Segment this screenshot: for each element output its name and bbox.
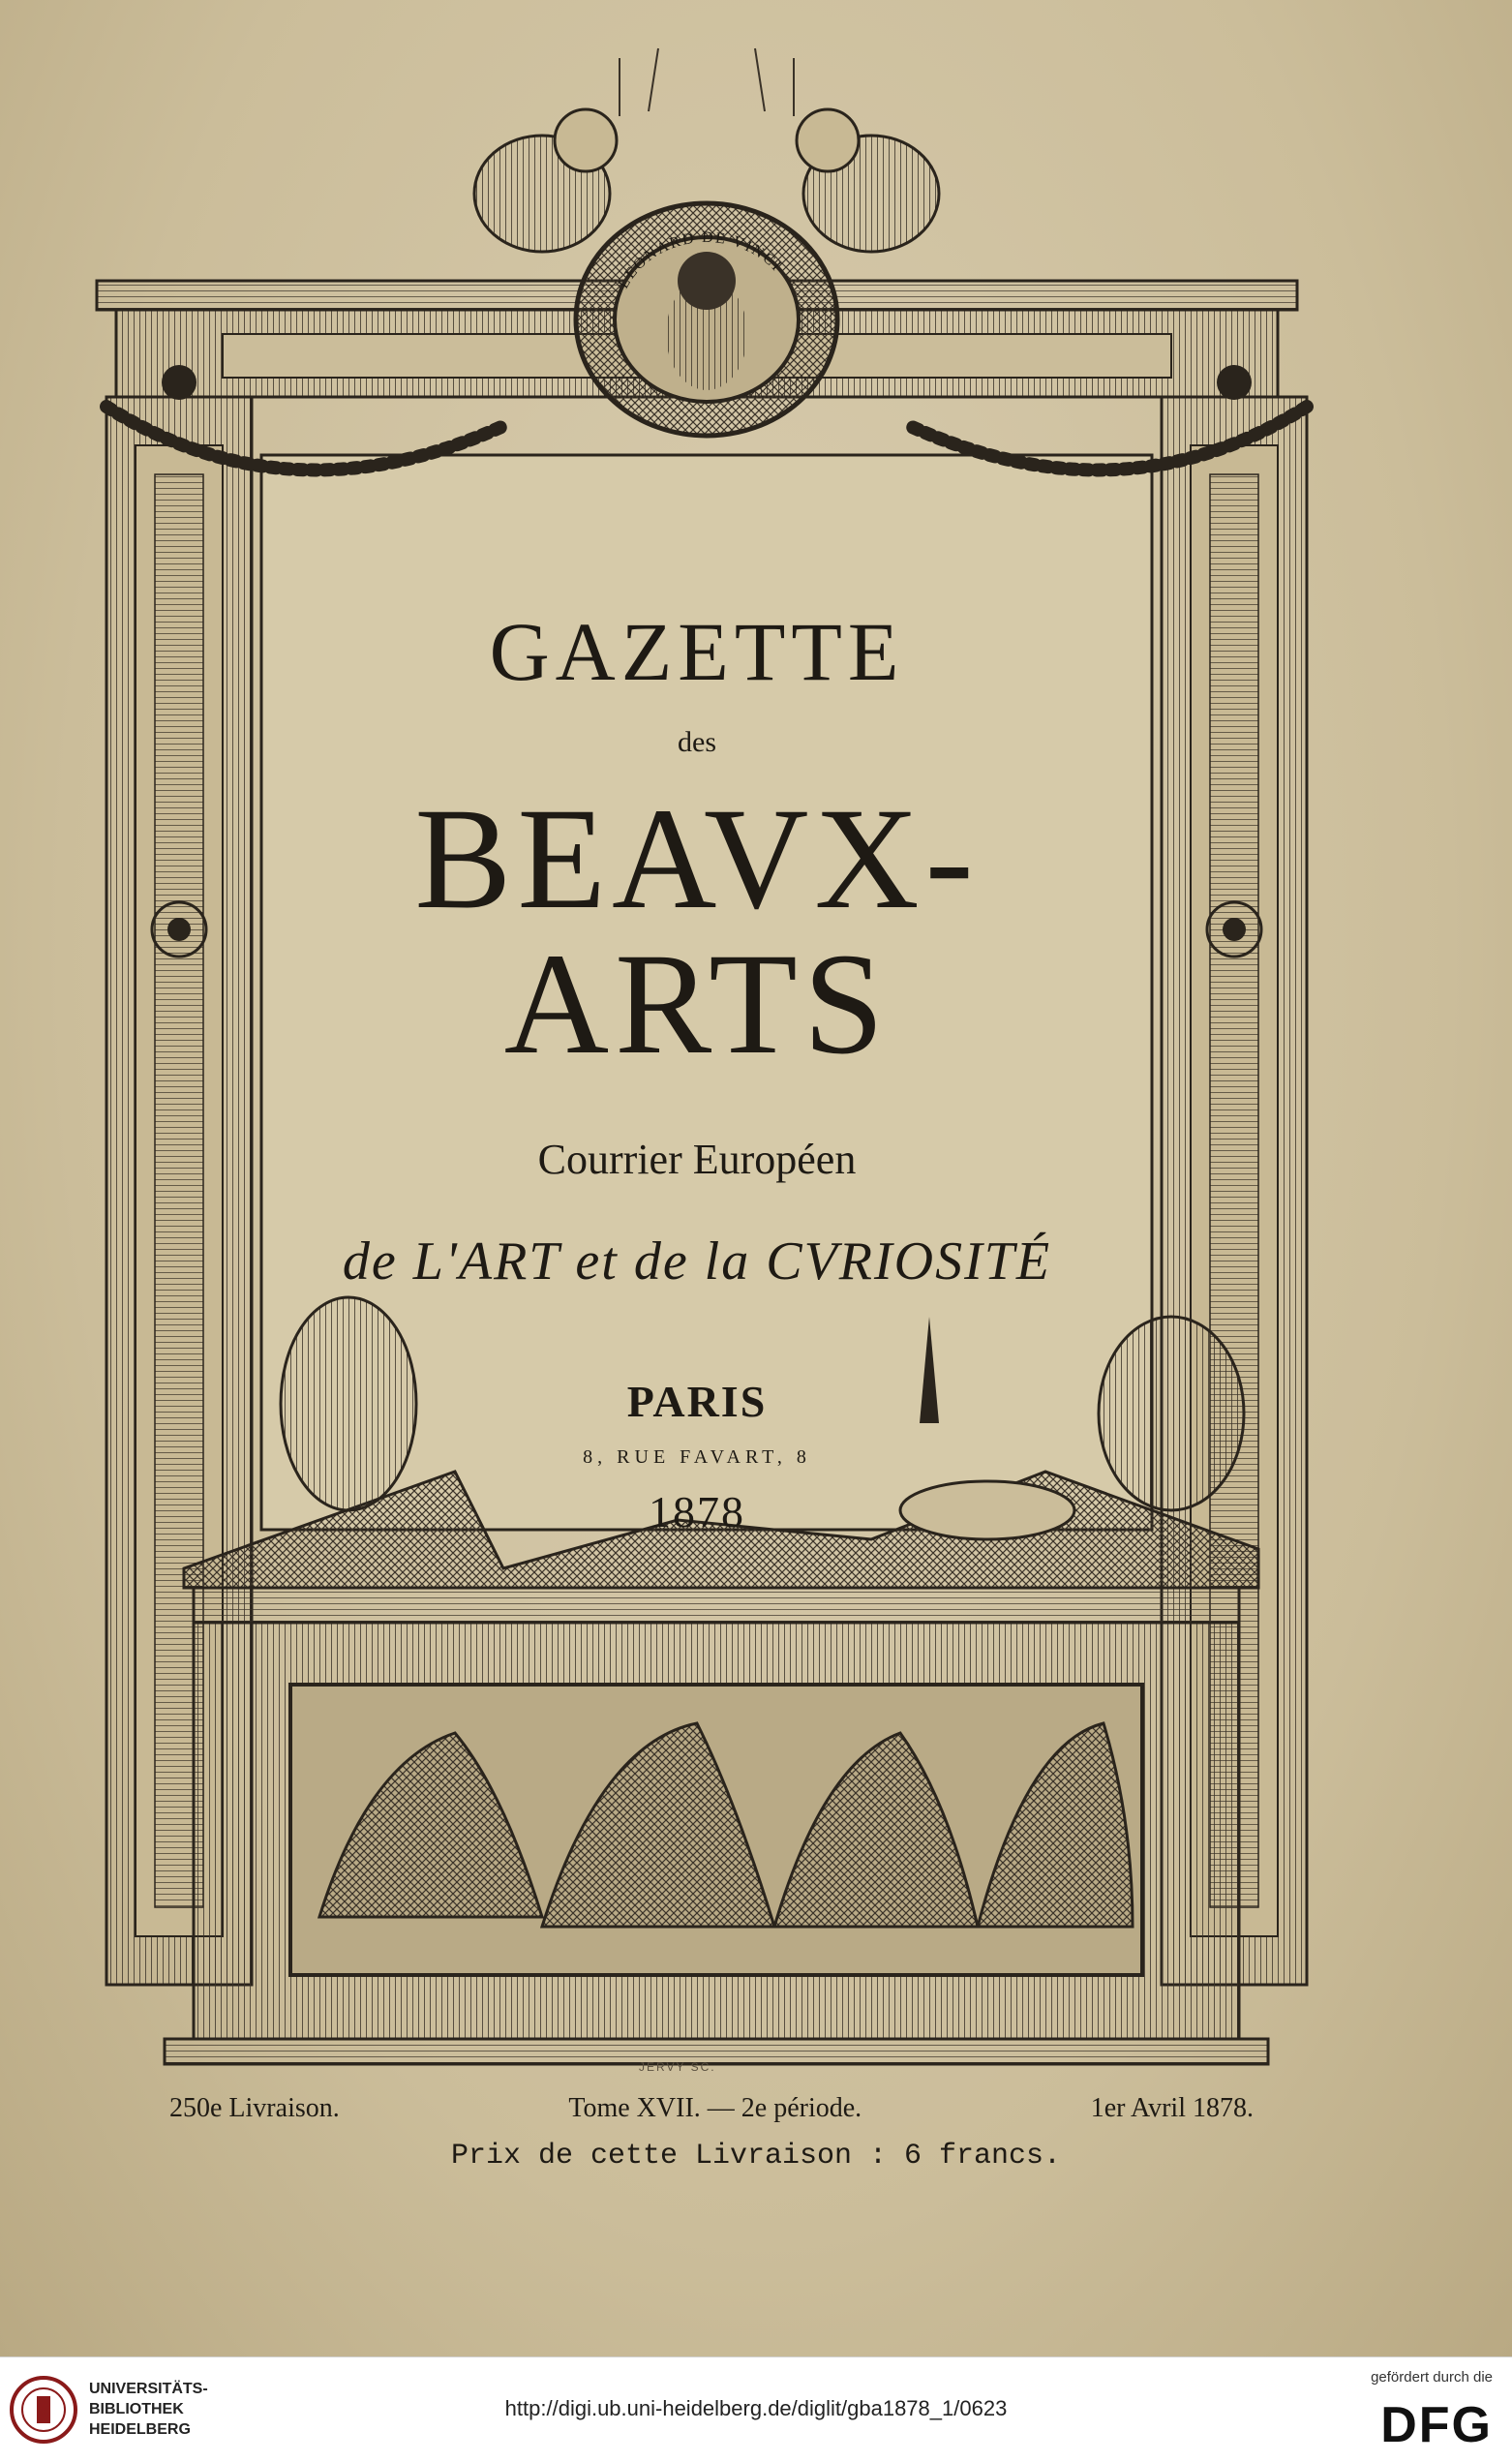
publication-year: 1878 (649, 1487, 745, 1536)
title-des: des (678, 726, 716, 758)
tome-period: Tome XVII. — 2e période. (568, 2093, 862, 2123)
livraison-number: 250e Livraison. (169, 2093, 340, 2123)
issue-date: 1er Avril 1878. (1090, 2093, 1254, 2123)
footer-bar (0, 2356, 1512, 2462)
funder-caption: gefördert durch die (1371, 2369, 1493, 2386)
imprint-line (169, 2093, 1254, 2124)
publisher-city: PARIS (626, 1377, 768, 1426)
dfg-logo: DFG (1380, 2397, 1493, 2453)
subtitle-art-curiosite: de L'ART et de la CVRIOSITÉ (342, 1231, 1052, 1292)
publisher-address: 8, RUE FAVART, 8 (583, 1446, 811, 1468)
permalink-url[interactable]: http://digi.ub.uni-heidelberg.de/diglit/gba1878_1/0623 (504, 2396, 1008, 2420)
svg-text:LEONARD DE VINCI (616, 229, 786, 291)
institution-name: UNIVERSITÄTS- BIBLIOTHEK HEIDELBERG (89, 2381, 208, 2438)
title-gazette: GAZETTE (489, 605, 905, 698)
price-line: Prix de cette Livraison : 6 francs. (450, 2140, 1062, 2173)
title-beaux-arts: BEAVX-ARTS (414, 778, 980, 1084)
medallion-text: LEONARD DE VINCI (615, 228, 786, 291)
subtitle-courrier: Courrier Européen (537, 1136, 857, 1183)
engraver-signature: JERVY SC. (639, 2060, 716, 2074)
